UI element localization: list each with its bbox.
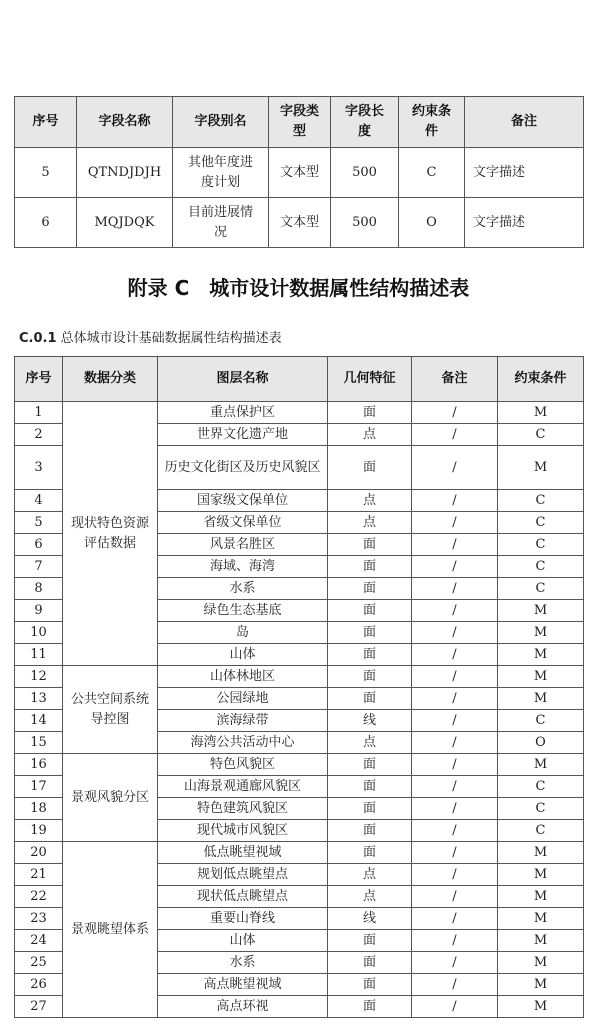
cell-geometry: 面 — [328, 974, 412, 996]
cell-constraint: M — [498, 996, 584, 1018]
cell-constraint: C — [498, 710, 584, 732]
cell-note: 文字描述 — [465, 198, 584, 248]
cell-layer-name: 山体林地区 — [158, 666, 328, 688]
cell-index: 24 — [15, 930, 63, 952]
cell-layer-name: 山海景观通廊风貌区 — [158, 776, 328, 798]
cell-index: 2 — [15, 424, 63, 446]
cell-geometry: 点 — [328, 512, 412, 534]
cell-index: 5 — [15, 512, 63, 534]
cell-geometry: 面 — [328, 996, 412, 1018]
cell-constraint: M — [498, 644, 584, 666]
cell-constraint: M — [498, 908, 584, 930]
cell-index: 26 — [15, 974, 63, 996]
cell-layer-name: 绿色生态基底 — [158, 600, 328, 622]
cell-constraint: M — [498, 974, 584, 996]
table-row — [15, 666, 584, 688]
cell-constraint: M — [498, 754, 584, 776]
attribute-table — [14, 356, 584, 1018]
cell-index: 21 — [15, 864, 63, 886]
header-constraint: 约束条件 — [498, 357, 584, 402]
cell-layer-name: 海湾公共活动中心 — [158, 732, 328, 754]
cell-note: / — [412, 688, 498, 710]
cell-layer-name: 省级文保单位 — [158, 512, 328, 534]
attribute-table-header — [15, 357, 584, 402]
cell-note: / — [412, 578, 498, 600]
cell-note: / — [412, 446, 498, 490]
cell-note: / — [412, 908, 498, 930]
cell-layer-name: 现状低点眺望点 — [158, 886, 328, 908]
cell-constraint: M — [498, 622, 584, 644]
cell-constraint: M — [498, 688, 584, 710]
cell-geometry: 面 — [328, 820, 412, 842]
cell-note: 文字描述 — [465, 148, 584, 198]
header-note: 备注 — [465, 97, 584, 148]
cell-field-type: 文本型 — [269, 148, 331, 198]
cell-geometry: 面 — [328, 556, 412, 578]
cell-layer-name: 国家级文保单位 — [158, 490, 328, 512]
table-caption — [19, 327, 282, 346]
caption-text: 总体城市设计基础数据属性结构描述表 — [56, 331, 282, 346]
cell-category: 公共空间系统导控图 — [63, 666, 158, 754]
cell-note: / — [412, 732, 498, 754]
cell-layer-name: 高点环视 — [158, 996, 328, 1018]
cell-index: 10 — [15, 622, 63, 644]
header-layer-name: 图层名称 — [158, 357, 328, 402]
cell-index: 22 — [15, 886, 63, 908]
cell-geometry: 面 — [328, 952, 412, 974]
cell-layer-name: 岛 — [158, 622, 328, 644]
cell-field-alias: 其他年度进度计划 — [173, 148, 269, 198]
cell-note: / — [412, 886, 498, 908]
cell-index: 4 — [15, 490, 63, 512]
cell-note: / — [412, 710, 498, 732]
cell-note: / — [412, 644, 498, 666]
cell-index: 17 — [15, 776, 63, 798]
appendix-title: 附录 C 城市设计数据属性结构描述表 — [127, 276, 470, 300]
cell-constraint: M — [498, 886, 584, 908]
cell-field-type: 文本型 — [269, 198, 331, 248]
cell-category: 景观眺望体系 — [63, 842, 158, 1018]
cell-note: / — [412, 666, 498, 688]
cell-geometry: 点 — [328, 732, 412, 754]
cell-constraint: M — [498, 402, 584, 424]
cell-layer-name: 滨海绿带 — [158, 710, 328, 732]
cell-constraint: C — [498, 776, 584, 798]
cell-index: 18 — [15, 798, 63, 820]
cell-index: 7 — [15, 556, 63, 578]
cell-note: / — [412, 974, 498, 996]
cell-geometry: 面 — [328, 666, 412, 688]
cell-layer-name: 规划低点眺望点 — [158, 864, 328, 886]
header-field-length: 字段长度 — [331, 97, 399, 148]
cell-index: 9 — [15, 600, 63, 622]
cell-layer-name: 水系 — [158, 578, 328, 600]
cell-note: / — [412, 864, 498, 886]
cell-layer-name: 水系 — [158, 952, 328, 974]
cell-geometry: 点 — [328, 490, 412, 512]
cell-note: / — [412, 842, 498, 864]
header-index: 序号 — [15, 97, 77, 148]
cell-layer-name: 海域、海湾 — [158, 556, 328, 578]
cell-geometry: 线 — [328, 710, 412, 732]
cell-constraint: C — [498, 534, 584, 556]
cell-index: 23 — [15, 908, 63, 930]
cell-constraint: C — [498, 798, 584, 820]
cell-note: / — [412, 622, 498, 644]
cell-category: 景观风貌分区 — [63, 754, 158, 842]
cell-index: 27 — [15, 996, 63, 1018]
cell-layer-name: 特色建筑风貌区 — [158, 798, 328, 820]
cell-constraint: C — [498, 490, 584, 512]
cell-index: 6 — [15, 198, 77, 248]
cell-geometry: 面 — [328, 776, 412, 798]
cell-index: 12 — [15, 666, 63, 688]
cell-index: 3 — [15, 446, 63, 490]
header-geometry: 几何特征 — [328, 357, 412, 402]
header-field-alias: 字段别名 — [173, 97, 269, 148]
header-field-name: 字段名称 — [77, 97, 173, 148]
cell-geometry: 面 — [328, 402, 412, 424]
cell-geometry: 面 — [328, 622, 412, 644]
cell-constraint: C — [498, 424, 584, 446]
cell-layer-name: 重点保护区 — [158, 402, 328, 424]
cell-note: / — [412, 930, 498, 952]
cell-constraint: M — [498, 930, 584, 952]
cell-note: / — [412, 534, 498, 556]
cell-note: / — [412, 776, 498, 798]
cell-layer-name: 高点眺望视域 — [158, 974, 328, 996]
cell-layer-name: 世界文化遗产地 — [158, 424, 328, 446]
cell-geometry: 线 — [328, 908, 412, 930]
header-constraint: 约束条件 — [399, 97, 465, 148]
cell-constraint: C — [498, 578, 584, 600]
cell-constraint: C — [498, 512, 584, 534]
cell-geometry: 面 — [328, 688, 412, 710]
cell-geometry: 面 — [328, 930, 412, 952]
cell-index: 1 — [15, 402, 63, 424]
cell-constraint: M — [498, 446, 584, 490]
cell-layer-name: 重要山脊线 — [158, 908, 328, 930]
cell-note: / — [412, 952, 498, 974]
cell-field-length: 500 — [331, 148, 399, 198]
cell-index: 19 — [15, 820, 63, 842]
cell-layer-name: 历史文化街区及历史风貌区 — [158, 446, 328, 490]
cell-layer-name: 风景名胜区 — [158, 534, 328, 556]
cell-constraint: C — [498, 556, 584, 578]
cell-geometry: 面 — [328, 578, 412, 600]
cell-index: 11 — [15, 644, 63, 666]
cell-note: / — [412, 424, 498, 446]
cell-note: / — [412, 556, 498, 578]
cell-constraint: M — [498, 864, 584, 886]
cell-layer-name: 山体 — [158, 930, 328, 952]
cell-constraint: O — [498, 732, 584, 754]
cell-geometry: 面 — [328, 600, 412, 622]
cell-constraint: M — [498, 842, 584, 864]
cell-geometry: 面 — [328, 842, 412, 864]
cell-layer-name: 特色风貌区 — [158, 754, 328, 776]
cell-layer-name: 低点眺望视域 — [158, 842, 328, 864]
cell-geometry: 点 — [328, 424, 412, 446]
field-table-header — [15, 97, 584, 148]
field-table — [14, 96, 584, 248]
table-row — [15, 754, 584, 776]
cell-note: / — [412, 754, 498, 776]
cell-constraint: M — [498, 666, 584, 688]
cell-field-alias: 目前进展情况 — [173, 198, 269, 248]
cell-index: 20 — [15, 842, 63, 864]
table-row — [15, 148, 584, 198]
cell-geometry: 面 — [328, 754, 412, 776]
cell-index: 13 — [15, 688, 63, 710]
cell-field-length: 500 — [331, 198, 399, 248]
cell-note: / — [412, 402, 498, 424]
cell-note: / — [412, 490, 498, 512]
cell-constraint: C — [399, 148, 465, 198]
header-note: 备注 — [412, 357, 498, 402]
cell-note: / — [412, 512, 498, 534]
cell-note: / — [412, 600, 498, 622]
cell-index: 25 — [15, 952, 63, 974]
cell-constraint: M — [498, 952, 584, 974]
cell-constraint: M — [498, 600, 584, 622]
cell-layer-name: 现代城市风貌区 — [158, 820, 328, 842]
cell-field-name: QTNDJDJH — [77, 148, 173, 198]
cell-note: / — [412, 798, 498, 820]
header-category: 数据分类 — [63, 357, 158, 402]
cell-constraint: O — [399, 198, 465, 248]
cell-index: 6 — [15, 534, 63, 556]
cell-index: 5 — [15, 148, 77, 198]
attribute-table-body — [15, 402, 584, 1018]
cell-geometry: 点 — [328, 864, 412, 886]
caption-number: C.0.1 — [19, 331, 57, 346]
cell-index: 8 — [15, 578, 63, 600]
header-field-type: 字段类型 — [269, 97, 331, 148]
table-row — [15, 842, 584, 864]
table-row — [15, 402, 584, 424]
cell-index: 14 — [15, 710, 63, 732]
header-index: 序号 — [15, 357, 63, 402]
cell-index: 15 — [15, 732, 63, 754]
cell-note: / — [412, 820, 498, 842]
cell-geometry: 面 — [328, 446, 412, 490]
cell-geometry: 面 — [328, 534, 412, 556]
cell-geometry: 点 — [328, 886, 412, 908]
cell-constraint: C — [498, 820, 584, 842]
cell-geometry: 面 — [328, 798, 412, 820]
cell-index: 16 — [15, 754, 63, 776]
cell-field-name: MQJDQK — [77, 198, 173, 248]
table-row — [15, 198, 584, 248]
cell-category: 现状特色资源评估数据 — [63, 402, 158, 666]
cell-note: / — [412, 996, 498, 1018]
cell-geometry: 面 — [328, 644, 412, 666]
cell-layer-name: 山体 — [158, 644, 328, 666]
cell-layer-name: 公园绿地 — [158, 688, 328, 710]
